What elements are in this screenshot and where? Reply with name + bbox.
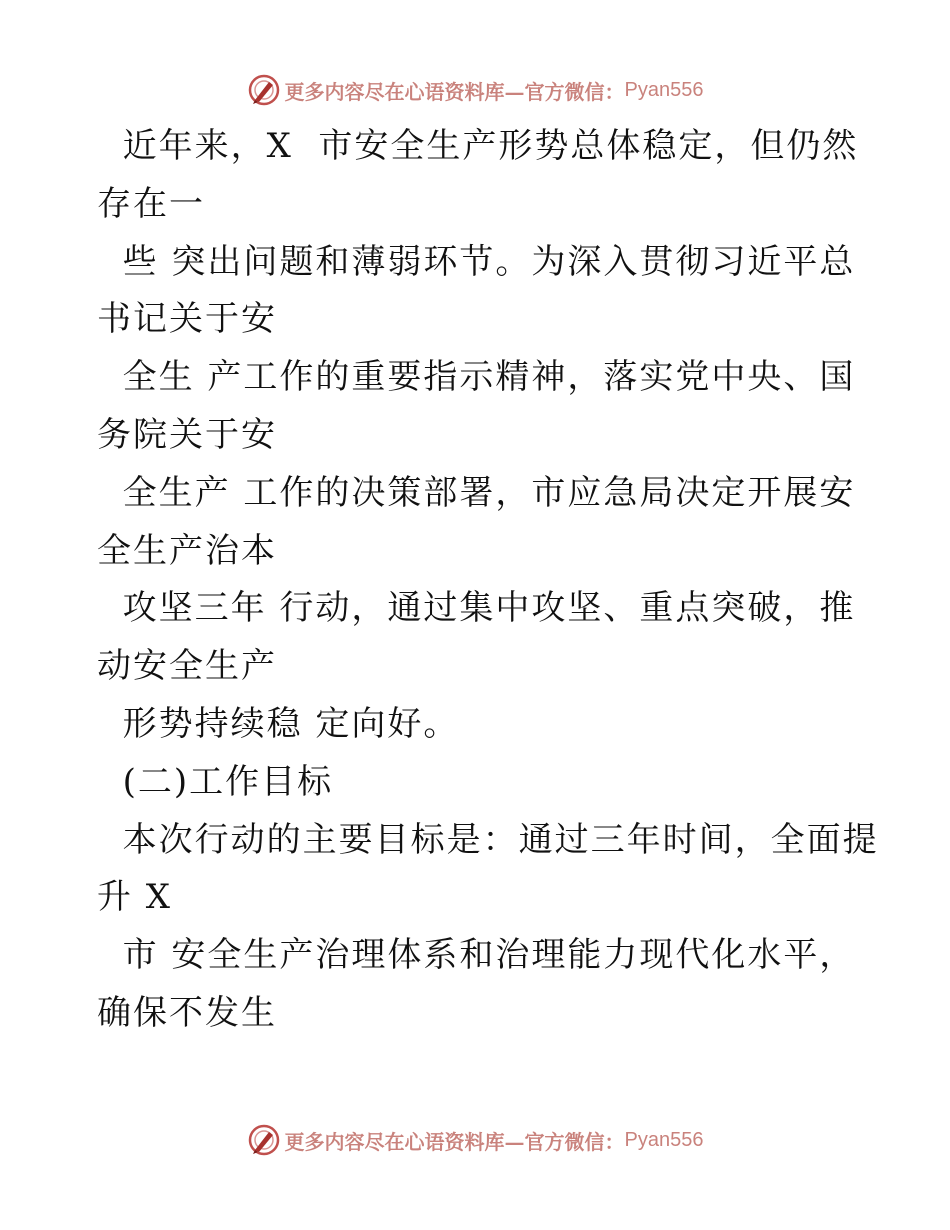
pen-logo-icon [247,1123,281,1157]
text-line: 全生产 工作的决策部署，市应急局决定开展安 [97,472,856,513]
watermark-bottom [0,1120,950,1160]
text-line: 动安全生产 [97,646,277,687]
text-line: 形势持续稳 定向好。 [97,703,460,744]
text-line: 全生产治本 [97,530,277,571]
document-body [97,118,877,1043]
text-line: 存在一 [97,183,205,224]
text-line: 近年来，X 市安全生产形势总体稳定，但仍然 [97,126,859,166]
text-line: 全生 产工作的重要指示精神，落实党中央、国 [97,357,856,398]
text-line: 些 突出问题和薄弱环节。为深入贯彻习近平总 [97,241,856,282]
watermark-text-cn: 更多内容尽在心语资料库—官方微信： [284,79,625,104]
text-line: 升 X [97,877,173,918]
watermark-text-en: Pyan556 [624,1128,704,1151]
text-line: 确保不发生 [97,992,277,1033]
watermark-top [0,70,950,110]
text-line: 攻坚三年 行动，通过集中攻坚、重点突破，推 [97,588,856,629]
section-heading: (二)工作目标 [97,761,334,802]
pen-logo-icon [247,73,281,107]
text-line: 本次行动的主要目标是：通过三年时间，全面提 [97,819,879,860]
watermark-text-cn: 更多内容尽在心语资料库—官方微信： [284,1129,625,1154]
watermark-text-en: Pyan556 [624,78,704,101]
text-line: 务院关于安 [97,414,277,455]
text-line: 市 安全生产治理体系和治理能力现代化水平， [97,935,856,976]
text-line: 书记关于安 [97,299,277,340]
